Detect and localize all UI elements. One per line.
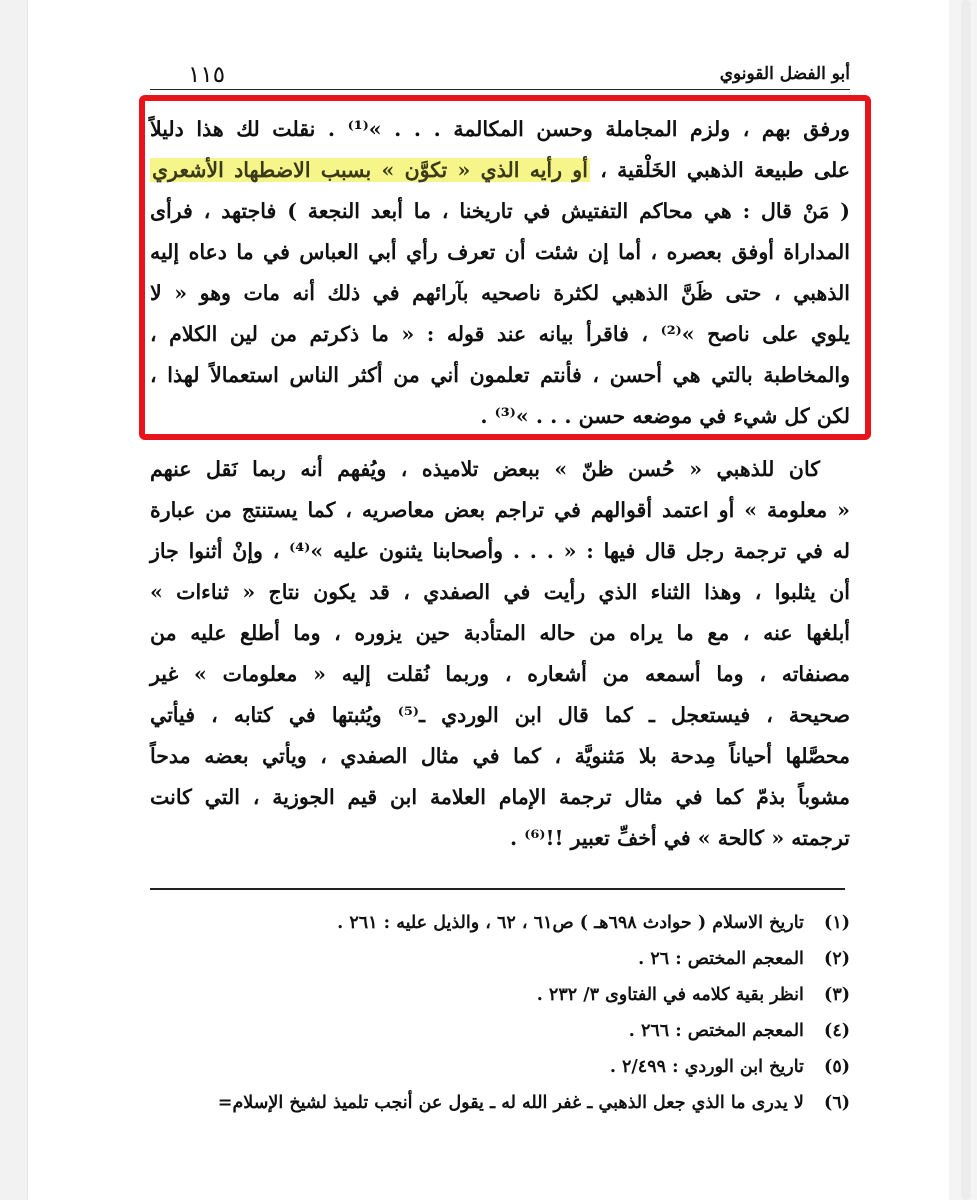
body-line-2: « معلومة » أو اعتمد أقوالهم في تراجم بعض معاصريه ، كما يستنتج من عبارة — [150, 498, 850, 522]
red-highlight-box — [139, 95, 871, 440]
footnote-number: (٤) — [824, 1021, 850, 1041]
footnote-3 — [150, 982, 850, 1008]
footnote-number: (٦) — [824, 1093, 850, 1113]
boxed-line-1: ورفق بهم ، ولزم المجاملة وحسن المكالمة . . . »⁽¹⁾ . نقلت لك هذا دليلاً — [150, 117, 850, 141]
body-line-1: كان للذهبي « حُسن ظنّ » ببعض تلاميذه ، ويُفهم أنه ربما نَقل عنهم — [150, 457, 820, 481]
running-head — [150, 62, 850, 92]
footnote-6 — [150, 1090, 850, 1116]
boxed-line-7: والمخاطبة بالتي هي أحسن ، فأنتم تعلمون أني من أكثر الناس استعمالاً لهذا ، — [150, 363, 850, 387]
boxed-line-3: ( مَنْ قال : هي محاكم التفتيش في تاريخنا ، ما أبعد النجعة ) فاجتهد ، فرأى — [150, 199, 850, 223]
footnote-1 — [150, 910, 850, 936]
footnote-text: تاريخ الاسلام ( حوادث ٦٩٨هـ ) ص٦١ ، ٦٢ ، والذيل عليه : ٢٦١ . — [337, 913, 804, 933]
footnote-4 — [150, 1018, 850, 1044]
boxed-line-2-plain: على طبيعة الذهبي الخَلْقية ، — [589, 158, 850, 182]
boxed-line-6: يلوي على ناصح »⁽²⁾ ، فاقرأ بيانه عند قوله : « ما ذكرتم من لين الكلام ، — [150, 322, 851, 346]
boxed-line-5: الذهبي ، حتى ظَنَّ الذهبي لكثرة ناصحيه بآرائهم في ذلك أنه مات وهو « لا — [150, 281, 850, 305]
scrollbar-track[interactable] — [949, 0, 977, 1200]
running-head-author: أبو الفضل القونوي — [719, 64, 850, 84]
body-line-7: صحيحة ، فيستعجل ـ كما قال ابن الوردي ـ⁽⁵⁾ ويُثبتها في كتابه ، فيأتي — [150, 703, 850, 727]
scrollbar-thumb[interactable] — [961, 0, 971, 1200]
highlighted-phrase: أو رأيه الذي « تكوَّن » بسبب الاضطهاد الأشعري — [152, 158, 588, 182]
boxed-line-8: لكن كل شيء في موضعه حسن . . . »⁽³⁾ . — [480, 404, 850, 428]
footnote-text: تاريخ ابن الوردي : ٢/٤٩٩ . — [609, 1057, 804, 1077]
footnote-number: (٣) — [824, 985, 850, 1005]
footnote-text: المعجم المختص : ٢٦٦ . — [628, 1021, 804, 1041]
footnote-number: (١) — [824, 913, 850, 933]
page-number: ١١٥ — [188, 62, 226, 88]
body-line-9: مشوباً بذمّ كما في مثال ترجمة الإمام العلامة ابن قيم الجوزية ، التي كانت — [150, 785, 850, 809]
body-line-3: له في ترجمة رجل قال فيها : « . . . وأصحابنا يثنون عليه »⁽⁴⁾ ، وإنْ أثنوا جاز — [150, 539, 850, 563]
footnote-5 — [150, 1054, 850, 1080]
body-line-4: أن يثلبوا ، وهذا الثناء الذي رأيت في الصفدي ، قد يكون نتاج « ثناءات » — [150, 580, 850, 604]
body-line-6: مصنفاته ، وما أسمعه من أشعاره ، وربما نُقلت إليه « معلومات » غير — [150, 662, 850, 686]
footnote-number: (٥) — [824, 1057, 850, 1077]
footnote-text: المعجم المختص : ٢٦ . — [638, 949, 804, 969]
header-rule — [150, 89, 850, 90]
footnote-number: (٢) — [824, 949, 850, 969]
body-line-8: محصَّلها أحياناً مِدحة بلا مَثنويَّة ، كما في مثال الصفدي ، ويأتي بعضه مدحاً — [150, 744, 850, 768]
footnote-rule — [150, 888, 845, 890]
boxed-line-4: المداراة أوفق بعصره ، أما إن شئت أن تعرف رأي أبي العباس في ما دعاه إليه — [150, 240, 850, 264]
body-line-10: ترجمته « كالحة » في أخفِّ تعبير !!⁽⁶⁾ . — [509, 826, 850, 850]
footnote-text: انظر بقية كلامه في الفتاوى ٣/ ٢٣٢ . — [536, 985, 804, 1005]
body-line-5: أبلغها عنه ، مع ما يراه من حاله المتأدبة حين يزوره ، وما أطلع عليه من — [150, 621, 850, 645]
footnote-text: لا يدرى ما الذي جعل الذهبي ـ غفر الله له ـ يقول عن أنجب تلميذ لشيخ الإسلام= — [217, 1093, 804, 1113]
footnote-2 — [150, 946, 850, 972]
